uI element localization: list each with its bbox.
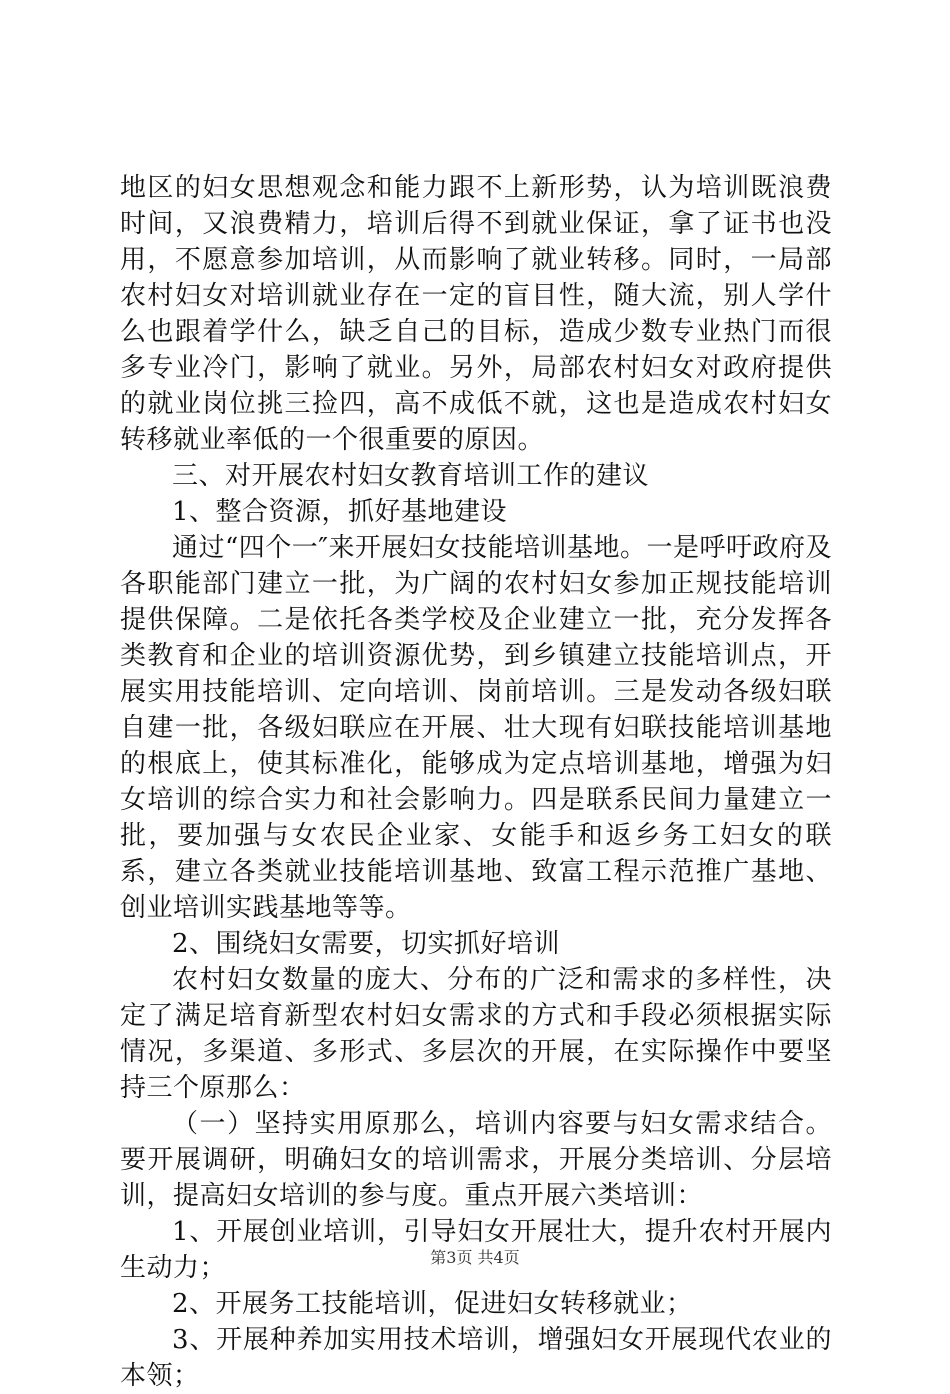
list-item-work-skills: 2、开展务工技能培训，促进妇女转移就业； bbox=[172, 1289, 693, 1319]
page-footer bbox=[0, 1245, 950, 1268]
list-item-entrepreneurship: 1、开展创业培训，引导妇女开展壮大，提升农村开展内生动力； bbox=[120, 1217, 832, 1283]
subheading-focus-training: 2、围绕妇女需要，切实抓好培训 bbox=[172, 929, 561, 959]
paragraph-diverse-needs: 农村妇女数量的庞大、分布的广泛和需求的多样性，决定了满足培育新型农村妇女需求的方式和手段必须根据实际情况，多渠道、多形式、多层次的开展，在实际操作中要坚持三个原那么： bbox=[120, 965, 832, 1103]
paragraph-continuation: 地区的妇女思想观念和能力跟不上新形势，认为培训既浪费时间，又浪费精力，培训后得不到就业保证，拿了证书也没用，不愿意参加培训，从而影响了就业转移。同时，一局部农村妇女对培训就业存在一定的盲目性，随大流，别人学什么也跟着学什么，缺乏自己的目标，造成少数专业热门而很多专业冷门，影响了就业。另外，局部农村妇女对政府提供的就业岗位挑三捡四，高不成低不就，这也是造成农村妇女转移就业率低的一个很重要的原因。 bbox=[120, 173, 832, 455]
paragraph-four-ones: 通过“四个一″来开展妇女技能培训基地。一是呼吁政府及各职能部门建立一批，为广阔的农村妇女参加正规技能培训提供保障。二是依托各类学校及企业建立一批，充分发挥各类教育和企业的培训资源优势，到乡镇建立技能培训点，开展实用技能培训、定向培训、岗前培训。三是发动各级妇联自建一批，各级妇联应在开展、壮大现有妇联技能培训基地的根底上，使其标准化，能够成为定点培训基地，增强为妇女培训的综合实力和社会影响力。四是联系民间力量建立一批，要加强与女农民企业家、女能手和返乡务工妇女的联系，建立各类就业技能培训基地、致富工程示范推广基地、创业培训实践基地等等。 bbox=[120, 533, 833, 923]
document-body bbox=[120, 170, 832, 1394]
list-item-farming-tech: 3、开展种养加实用技术培训，增强妇女开展现代农业的本领； bbox=[120, 1325, 832, 1391]
page-number: 第3页 共4页 bbox=[430, 1248, 520, 1267]
paragraph-practical-principle: （一）坚持实用原那么，培训内容要与妇女需求结合。要开展调研，明确妇女的培训需求，开展分类培训、分层培训，提高妇女培训的参与度。重点开展六类培训： bbox=[120, 1109, 832, 1211]
subheading-integrate-resources: 1、整合资源，抓好基地建设 bbox=[172, 497, 508, 527]
section-heading-suggestions: 三、对开展农村妇女教育培训工作的建议 bbox=[172, 461, 650, 491]
